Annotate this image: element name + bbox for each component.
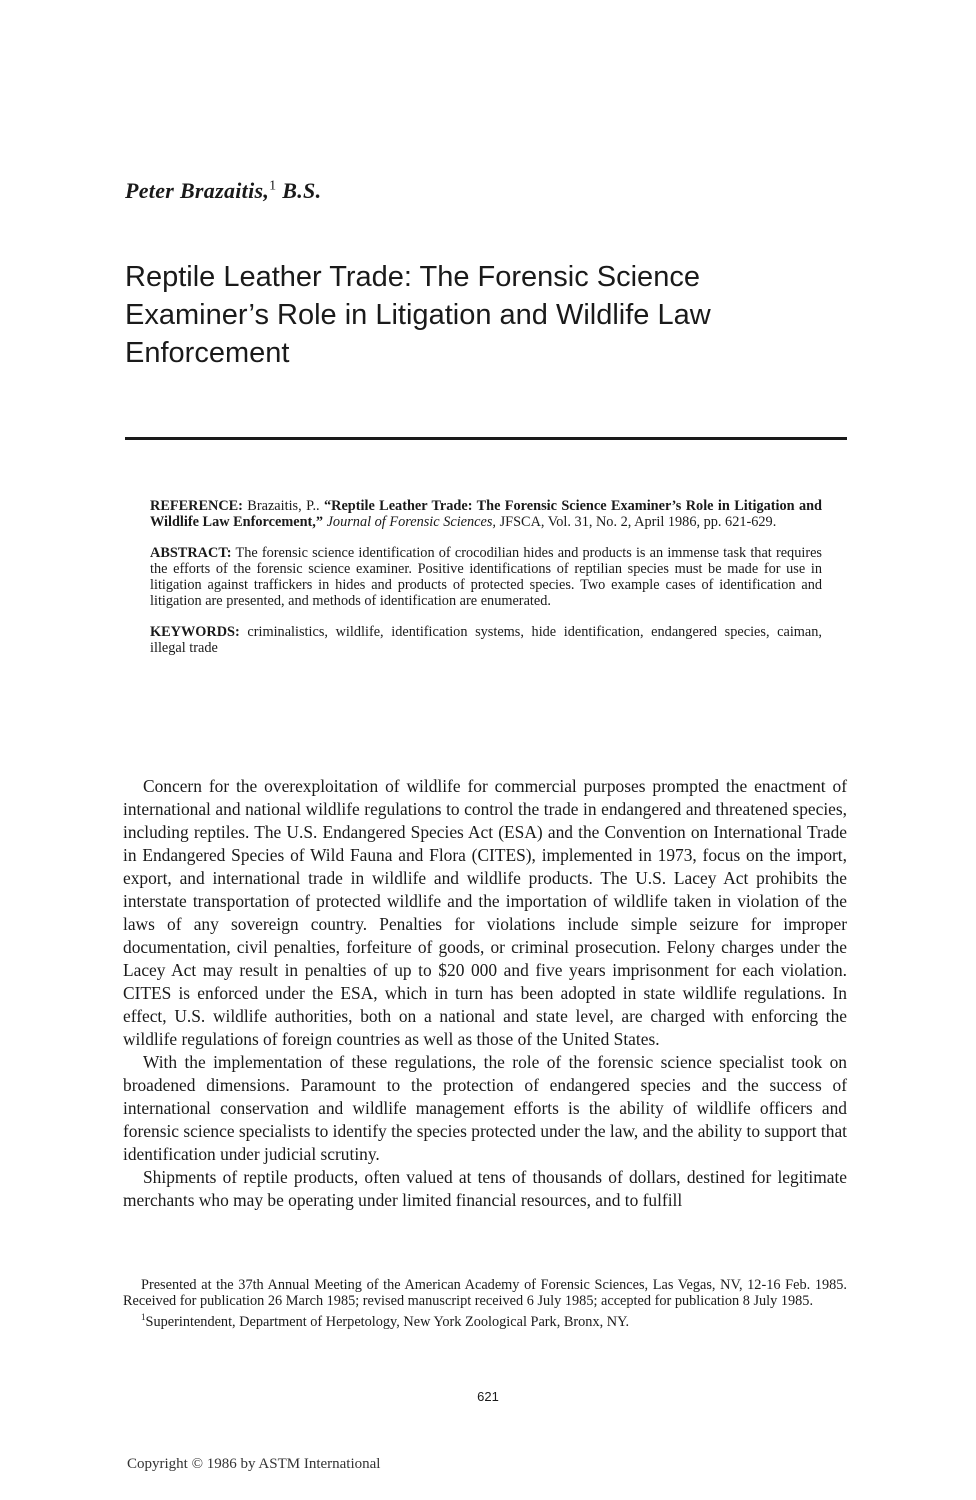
reference-article-title: “Reptile Leather Trade: The Forensic Science Examiner’s Role in Litigation and Wildlife Law Enforcement,” [150,498,822,530]
abstract-text: The forensic science identification of crocodilian hides and products is an immense task that requires the efforts of the forensic science examiner. Positive identifications of reptilian species must be made for use in litigation against traffickers in hides and products of protected species. Two example cases of identification and litigation are presented, and methods of identification are enumerated. [150,545,822,609]
abstract-paragraph [150,545,822,609]
reference-journal: Journal of Forensic Sciences, [323,514,496,530]
affiliation-text: Superintendent, Department of Herpetology, New York Zoological Park, Bronx, NY. [145,1313,630,1330]
affiliation-mark: 1 [141,1312,146,1322]
reference-details: JFSCA, Vol. 31, No. 2, April 1986, pp. 621-629. [496,514,777,530]
body-paragraph: With the implementation of these regulations, the role of the forensic science specialist took on broadened dimensions. Paramount to the protection of endangered species and the success of international conservation and wildlife management efforts is the ability of wildlife officers and forensic science specialists to identify the species protected under the law, and the ability to support that identification under judicial scrutiny. [123,1052,847,1164]
author-footnote-mark: 1 [269,178,277,194]
footnotes [123,1277,847,1330]
keywords-text: criminalistics, wildlife, identification systems, hide identification, endangered species, caiman, illegal trade [150,624,822,656]
reference-label: REFERENCE: [150,498,243,514]
affiliation-note [123,1309,847,1330]
author-name: Peter Brazaitis, [125,178,270,203]
abstract-block [150,498,822,671]
copyright-notice: Copyright © 1986 by ASTM International [127,1456,381,1472]
author-degree: B.S. [282,178,322,203]
presented-note: Presented at the 37th Annual Meeting of the American Academy of Forensic Sciences, Las Vegas, NV, 12-16 Feb. 1985. Received for publication 26 March 1985; revised manuscript received 6 July 1985; accepted for publication 8 July 1985. [123,1277,847,1309]
reference-paragraph [150,498,822,530]
keywords-paragraph [150,624,822,656]
reference-authors: Brazaitis, P.. [242,498,324,514]
body-text [123,775,847,1212]
title-divider [125,437,847,440]
keywords-label: KEYWORDS: [150,624,240,640]
paper-title: Reptile Leather Trade: The Forensic Science Examiner’s Role in Litigation and Wildlife Law Enforcement [125,261,711,369]
body-paragraph: Shipments of reptile products, often valued at tens of thousands of dollars, destined for legitimate merchants who may be operating under limited financial resources, and to fulfill [123,1167,847,1210]
abstract-label: ABSTRACT: [150,545,232,561]
body-paragraph: Concern for the overexploitation of wildlife for commercial purposes prompted the enactment of international and national wildlife regulations to control the trade in endangered and threatened species, including reptiles. The U.S. Endangered Species Act (ESA) and the Convention on International Trade in Endangered Species of Wild Fauna and Flora (CITES), implemented in 1973, focus on the import, export, and international trade in wildlife and wildlife products. The U.S. Lacey Act prohibits the interstate transportation of protected wildlife and the importation of wildlife taken in violation of the laws of any sovereign country. Penalties for violations include simple seizure for improper documentation, civil penalties, forfeiture of goods, or criminal prosecution. Felony charges under the Lacey Act may result in penalties of up to $20 000 and five years imprisonment for each violation. CITES is enforced under the ESA, which in turn has been adopted in state wildlife regulations. In effect, U.S. wildlife authorities, both on a national and state level, are charged with enforcing the wildlife regulations of foreign countries as well as those of the United States. [123,776,847,1049]
page-number: 621 [477,1389,499,1404]
author-line [125,178,321,204]
